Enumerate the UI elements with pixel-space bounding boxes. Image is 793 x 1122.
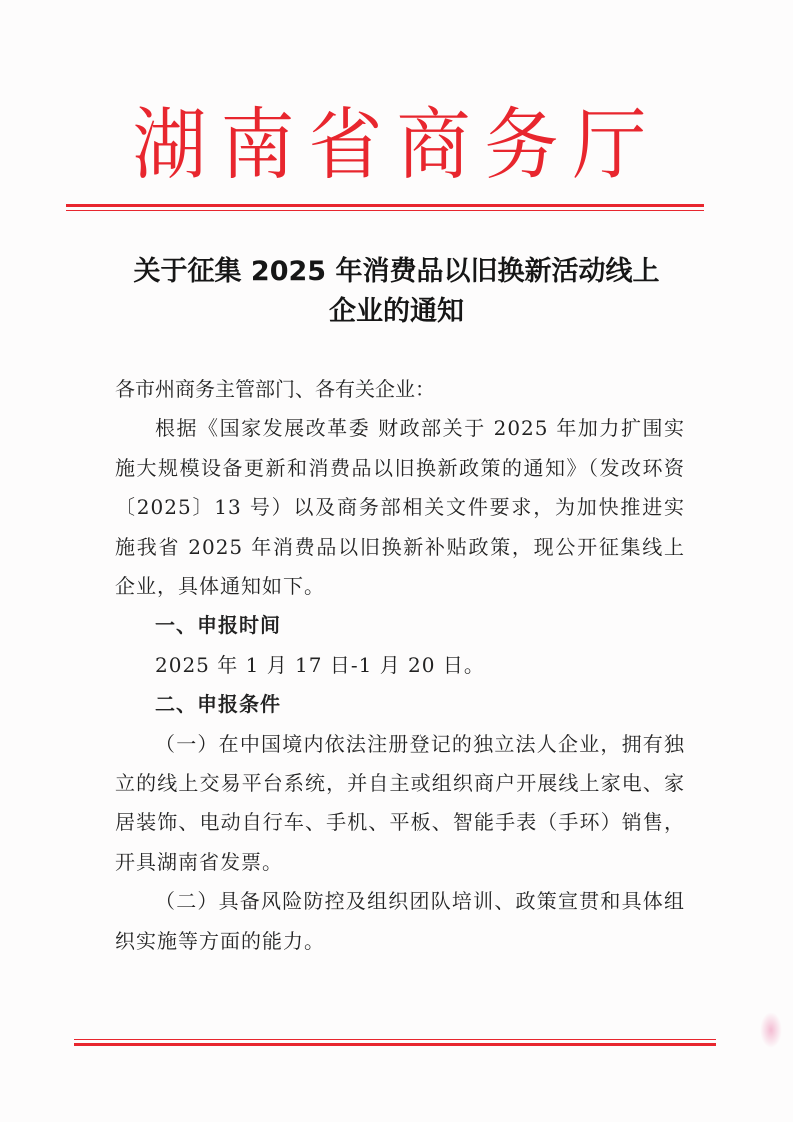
agency-letterhead: 湖南省商务厅 (132, 99, 661, 191)
document-body (115, 370, 685, 961)
footer-rule-thin (74, 1039, 716, 1040)
ink-smudge-mark (760, 1012, 782, 1048)
section-1-text: 2025 年 1 月 17 日-1 月 20 日。 (155, 652, 485, 677)
footer-rule-thick (74, 1043, 716, 1046)
title-line-1: 关于征集 2025 年消费品以旧换新活动线上 (133, 256, 660, 287)
title-line-2: 企业的通知 (329, 296, 464, 327)
condition-2-paragraph: （二）具备风险防控及组织团队培训、政策宣贯和具体组织实施等方面的能力。 (115, 889, 685, 953)
document-title (60, 252, 733, 332)
letterhead-rule-thin (66, 210, 704, 211)
section-1-heading: 一、申报时间 (155, 613, 281, 638)
section-2-heading: 二、申报条件 (155, 692, 281, 717)
intro-paragraph: 根据《国家发展改革委 财政部关于 2025 年加力扩围实施大规模设备更新和消费品以旧换新政策的通知》（发改环资〔2025〕13 号）以及商务部相关文件要求，为加快推进实施我省 2025 年消费品以旧换新补贴政策，现公开征集线上企业，具体通知如下。 (115, 416, 685, 599)
condition-1-paragraph: （一）在中国境内依法注册登记的独立法人企业，拥有独立的线上交易平台系统，并自主或组织商户开展线上家电、家居装饰、电动自行车、手机、平板、智能手表（手环）销售，开具湖南省发票。 (115, 731, 685, 874)
letterhead-rule-thick (66, 204, 704, 207)
salutation: 各市州商务主管部门、各有关企业： (115, 377, 435, 401)
